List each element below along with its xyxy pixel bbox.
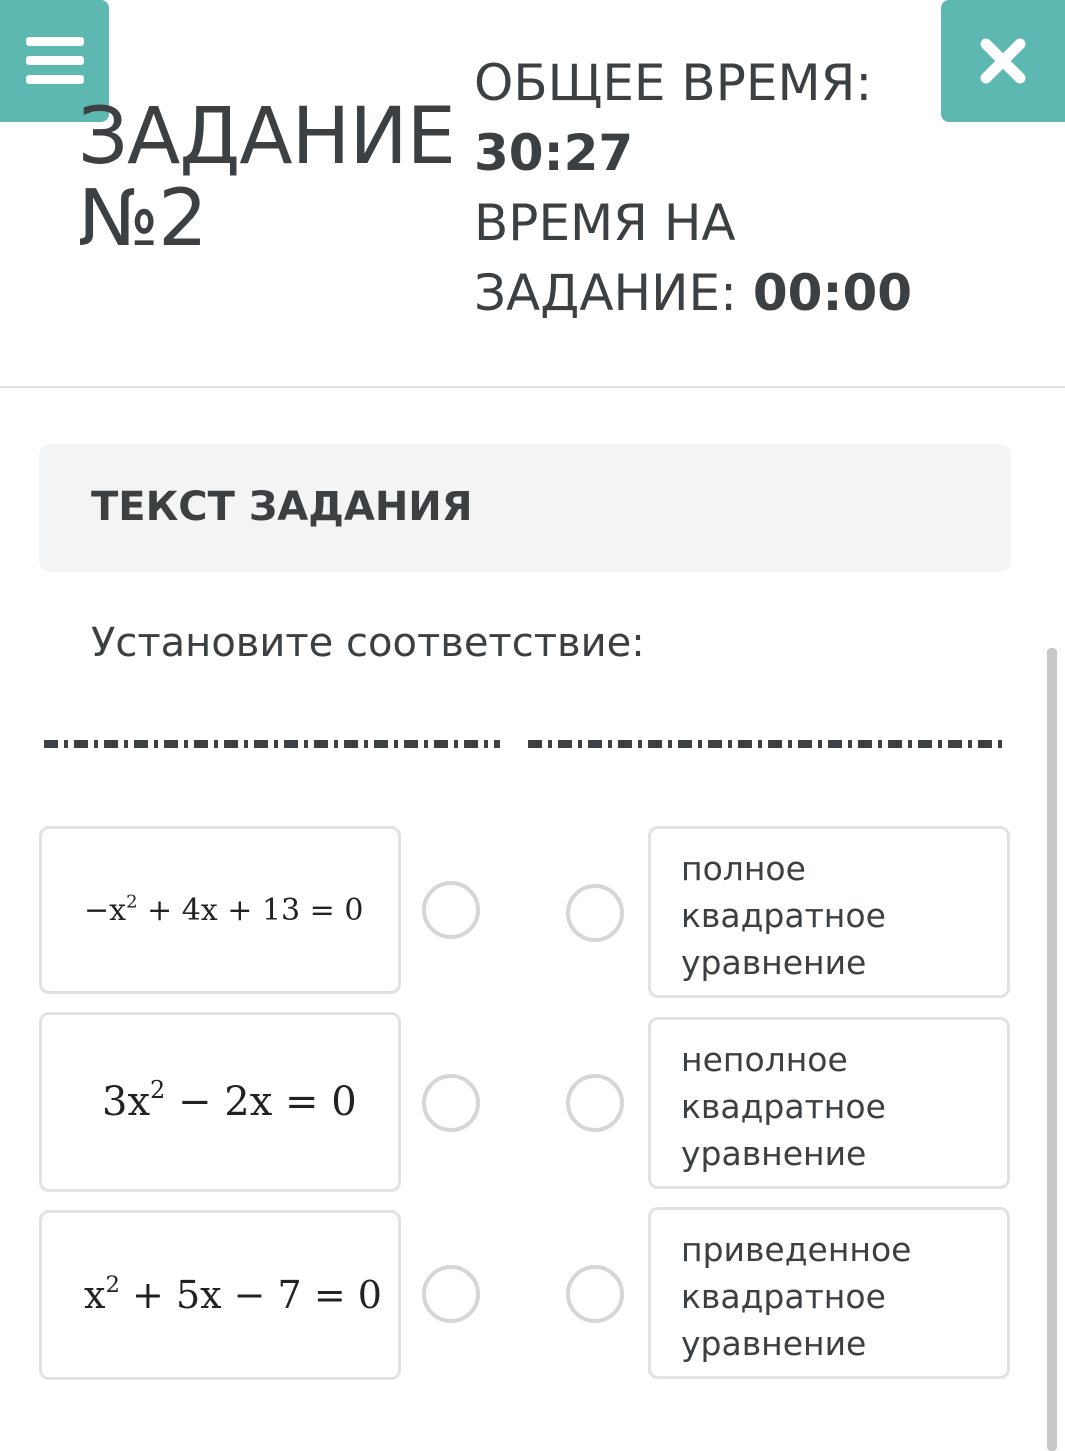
equation-text — [102, 1076, 357, 1125]
equation-base: 3x — [102, 1079, 151, 1125]
answer-card[interactable] — [648, 826, 1010, 998]
header-divider — [0, 386, 1065, 388]
task-number: №2 — [78, 174, 207, 264]
task-title-line1: ЗАДАНИЕ — [78, 92, 455, 182]
answer-line: полное — [681, 849, 806, 888]
task-text-header — [39, 444, 1011, 572]
answer-line: неполное — [681, 1040, 848, 1079]
dashed-divider-left — [44, 740, 500, 748]
answer-line: приведенное — [681, 1230, 912, 1269]
equation-rest: + 5x − 7 = 0 — [119, 1273, 382, 1317]
answer-card[interactable] — [648, 1207, 1010, 1379]
left-connector-radio[interactable] — [422, 1265, 480, 1323]
timers — [474, 48, 912, 328]
close-button[interactable] — [941, 0, 1065, 122]
equation-card[interactable] — [39, 826, 401, 994]
task-instruction: Установите соответствие: — [91, 620, 645, 666]
scrollbar[interactable] — [1047, 648, 1057, 1451]
answer-line: квадратное — [681, 1087, 886, 1126]
equation-rest: − 2x = 0 — [165, 1079, 357, 1125]
equation-text — [84, 1273, 382, 1317]
left-connector-radio[interactable] — [422, 881, 480, 939]
answer-card[interactable] — [648, 1017, 1010, 1189]
equation-base: x — [84, 1273, 106, 1317]
hamburger-menu-icon — [26, 37, 84, 85]
close-icon — [980, 38, 1026, 84]
task-title — [78, 92, 455, 264]
equation-text — [84, 890, 364, 928]
answer-line: квадратное — [681, 896, 886, 935]
equation-exponent: 2 — [105, 1272, 120, 1299]
total-time-value: 30:27 — [474, 124, 634, 182]
equation-exponent: 2 — [126, 890, 138, 912]
task-time-value: 00:00 — [752, 264, 913, 322]
equation-base: −x — [84, 892, 127, 928]
equation-rest: + 4x + 13 = 0 — [137, 892, 364, 928]
answer-line: уравнение — [681, 1324, 867, 1363]
dashed-divider-right — [528, 740, 1006, 748]
task-text-title: ТЕКСТ ЗАДАНИЯ — [91, 484, 473, 530]
equation-exponent: 2 — [150, 1076, 166, 1105]
task-time-label-line1: ВРЕМЯ НА — [474, 194, 736, 252]
task-time-label-line2: ЗАДАНИЕ: — [474, 264, 737, 322]
equation-card[interactable] — [39, 1210, 401, 1380]
equation-card[interactable] — [39, 1012, 401, 1192]
right-connector-radio[interactable] — [566, 884, 624, 942]
right-connector-radio[interactable] — [566, 1074, 624, 1132]
total-time-label: ОБЩЕЕ ВРЕМЯ: — [474, 54, 873, 112]
answer-line: уравнение — [681, 943, 867, 982]
answer-line: уравнение — [681, 1134, 867, 1173]
answer-line: квадратное — [681, 1277, 886, 1316]
left-connector-radio[interactable] — [422, 1074, 480, 1132]
right-connector-radio[interactable] — [566, 1265, 624, 1323]
